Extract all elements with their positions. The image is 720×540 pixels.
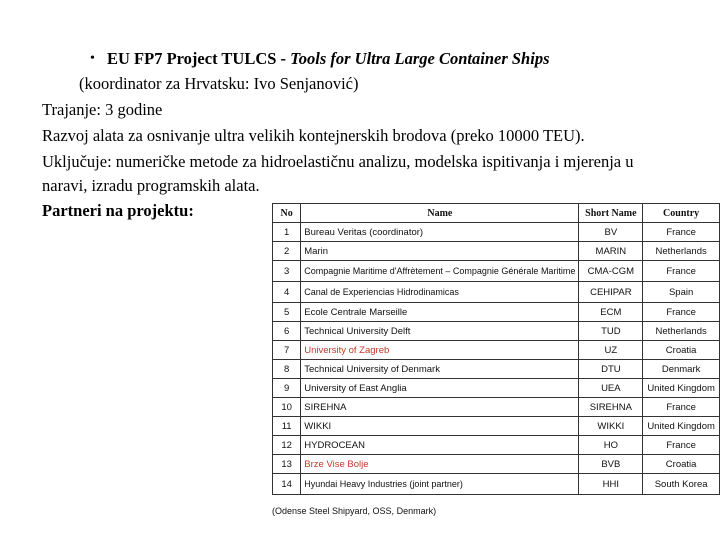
table-row bbox=[273, 360, 720, 379]
cell-country: Netherlands bbox=[643, 242, 720, 261]
cell-name: Ecole Centrale Marseille bbox=[301, 303, 579, 322]
cell-country: France bbox=[643, 261, 720, 282]
cell-short-name: HHI bbox=[579, 474, 643, 495]
project-title-bold: EU FP7 Project TULCS - bbox=[107, 49, 291, 68]
coordinator-line: (koordinator za Hrvatsku: Ivo Senjanović) bbox=[79, 74, 359, 93]
cell-name: HYDROCEAN bbox=[301, 436, 579, 455]
cell-short-name: ECM bbox=[579, 303, 643, 322]
table-row bbox=[273, 436, 720, 455]
cell-no: 12 bbox=[273, 436, 301, 455]
cell-no: 5 bbox=[273, 303, 301, 322]
cell-name: Compagnie Maritime d'Affrètement – Compagnie Générale Maritime bbox=[301, 261, 579, 282]
cell-short-name: BV bbox=[579, 223, 643, 242]
cell-name: WIKKI bbox=[301, 417, 579, 436]
table-row bbox=[273, 398, 720, 417]
cell-name: University of East Anglia bbox=[301, 379, 579, 398]
header-name: Name bbox=[301, 204, 579, 223]
cell-country: France bbox=[643, 303, 720, 322]
bullet-marker: • bbox=[90, 51, 95, 66]
cell-no: 11 bbox=[273, 417, 301, 436]
cell-short-name: UZ bbox=[579, 341, 643, 360]
cell-name: Hyundai Heavy Industries (joint partner) bbox=[301, 474, 579, 495]
cell-country: Netherlands bbox=[643, 322, 720, 341]
table-row bbox=[273, 322, 720, 341]
cell-short-name: TUD bbox=[579, 322, 643, 341]
cell-no: 13 bbox=[273, 455, 301, 474]
cell-country: United Kingdom bbox=[643, 417, 720, 436]
cell-short-name: MARIN bbox=[579, 242, 643, 261]
table-row-highlighted bbox=[273, 455, 720, 474]
includes-line-1: Uključuje: numeričke metode za hidroelastičnu analizu, modelska ispitivanja i mjerenja u bbox=[42, 152, 634, 171]
cell-short-name: CMA-CGM bbox=[579, 261, 643, 282]
cell-no: 9 bbox=[273, 379, 301, 398]
purpose-line: Razvoj alata za osnivanje ultra velikih kontejnerskih brodova (preko 10000 TEU). bbox=[42, 126, 585, 145]
cell-short-name: DTU bbox=[579, 360, 643, 379]
cell-no: 10 bbox=[273, 398, 301, 417]
table-header-row bbox=[273, 204, 720, 223]
table-row bbox=[273, 303, 720, 322]
table-row bbox=[273, 417, 720, 436]
cell-country: France bbox=[643, 436, 720, 455]
cell-name: Canal de Experiencias Hidrodinamicas bbox=[301, 282, 579, 303]
cell-no: 1 bbox=[273, 223, 301, 242]
cell-name: Technical University of Denmark bbox=[301, 360, 579, 379]
cell-no: 3 bbox=[273, 261, 301, 282]
cell-no: 2 bbox=[273, 242, 301, 261]
cell-no: 14 bbox=[273, 474, 301, 495]
table-row bbox=[273, 379, 720, 398]
header-no: No bbox=[273, 204, 301, 223]
cell-short-name: CEHIPAR bbox=[579, 282, 643, 303]
table-row bbox=[273, 261, 720, 282]
cell-no: 6 bbox=[273, 322, 301, 341]
cell-country: United Kingdom bbox=[643, 379, 720, 398]
cell-short-name: BVB bbox=[579, 455, 643, 474]
cell-short-name: WIKKI bbox=[579, 417, 643, 436]
partners-label: Partneri na projektu: bbox=[42, 201, 194, 220]
cell-short-name: HO bbox=[579, 436, 643, 455]
cell-no: 4 bbox=[273, 282, 301, 303]
cell-no: 7 bbox=[273, 341, 301, 360]
header-short-name: Short Name bbox=[579, 204, 643, 223]
header-country: Country bbox=[643, 204, 720, 223]
cell-name: Bureau Veritas (coordinator) bbox=[301, 223, 579, 242]
cell-short-name: SIREHNA bbox=[579, 398, 643, 417]
partners-table bbox=[272, 203, 720, 495]
cell-country: Croatia bbox=[643, 455, 720, 474]
cell-country: Croatia bbox=[643, 341, 720, 360]
cell-no: 8 bbox=[273, 360, 301, 379]
cell-country: Denmark bbox=[643, 360, 720, 379]
cell-country: Spain bbox=[643, 282, 720, 303]
duration-line: Trajanje: 3 godine bbox=[42, 100, 163, 119]
cell-name: SIREHNA bbox=[301, 398, 579, 417]
cell-short-name: UEA bbox=[579, 379, 643, 398]
cell-country: France bbox=[643, 223, 720, 242]
table-row bbox=[273, 282, 720, 303]
project-title bbox=[107, 48, 550, 70]
project-title-italic: Tools for Ultra Large Container Ships bbox=[290, 49, 550, 68]
cell-name: Technical University Delft bbox=[301, 322, 579, 341]
table-row bbox=[273, 242, 720, 261]
table-footnote: (Odense Steel Shipyard, OSS, Denmark) bbox=[272, 506, 437, 516]
table-row-highlighted bbox=[273, 341, 720, 360]
table-row bbox=[273, 223, 720, 242]
cell-country: South Korea bbox=[643, 474, 720, 495]
cell-name: Marin bbox=[301, 242, 579, 261]
includes-line-2: naravi, izradu programskih alata. bbox=[42, 176, 260, 195]
cell-name: Brze Vise Bolje bbox=[301, 455, 579, 474]
cell-name: University of Zagreb bbox=[301, 341, 579, 360]
table-row bbox=[273, 474, 720, 495]
cell-country: France bbox=[643, 398, 720, 417]
